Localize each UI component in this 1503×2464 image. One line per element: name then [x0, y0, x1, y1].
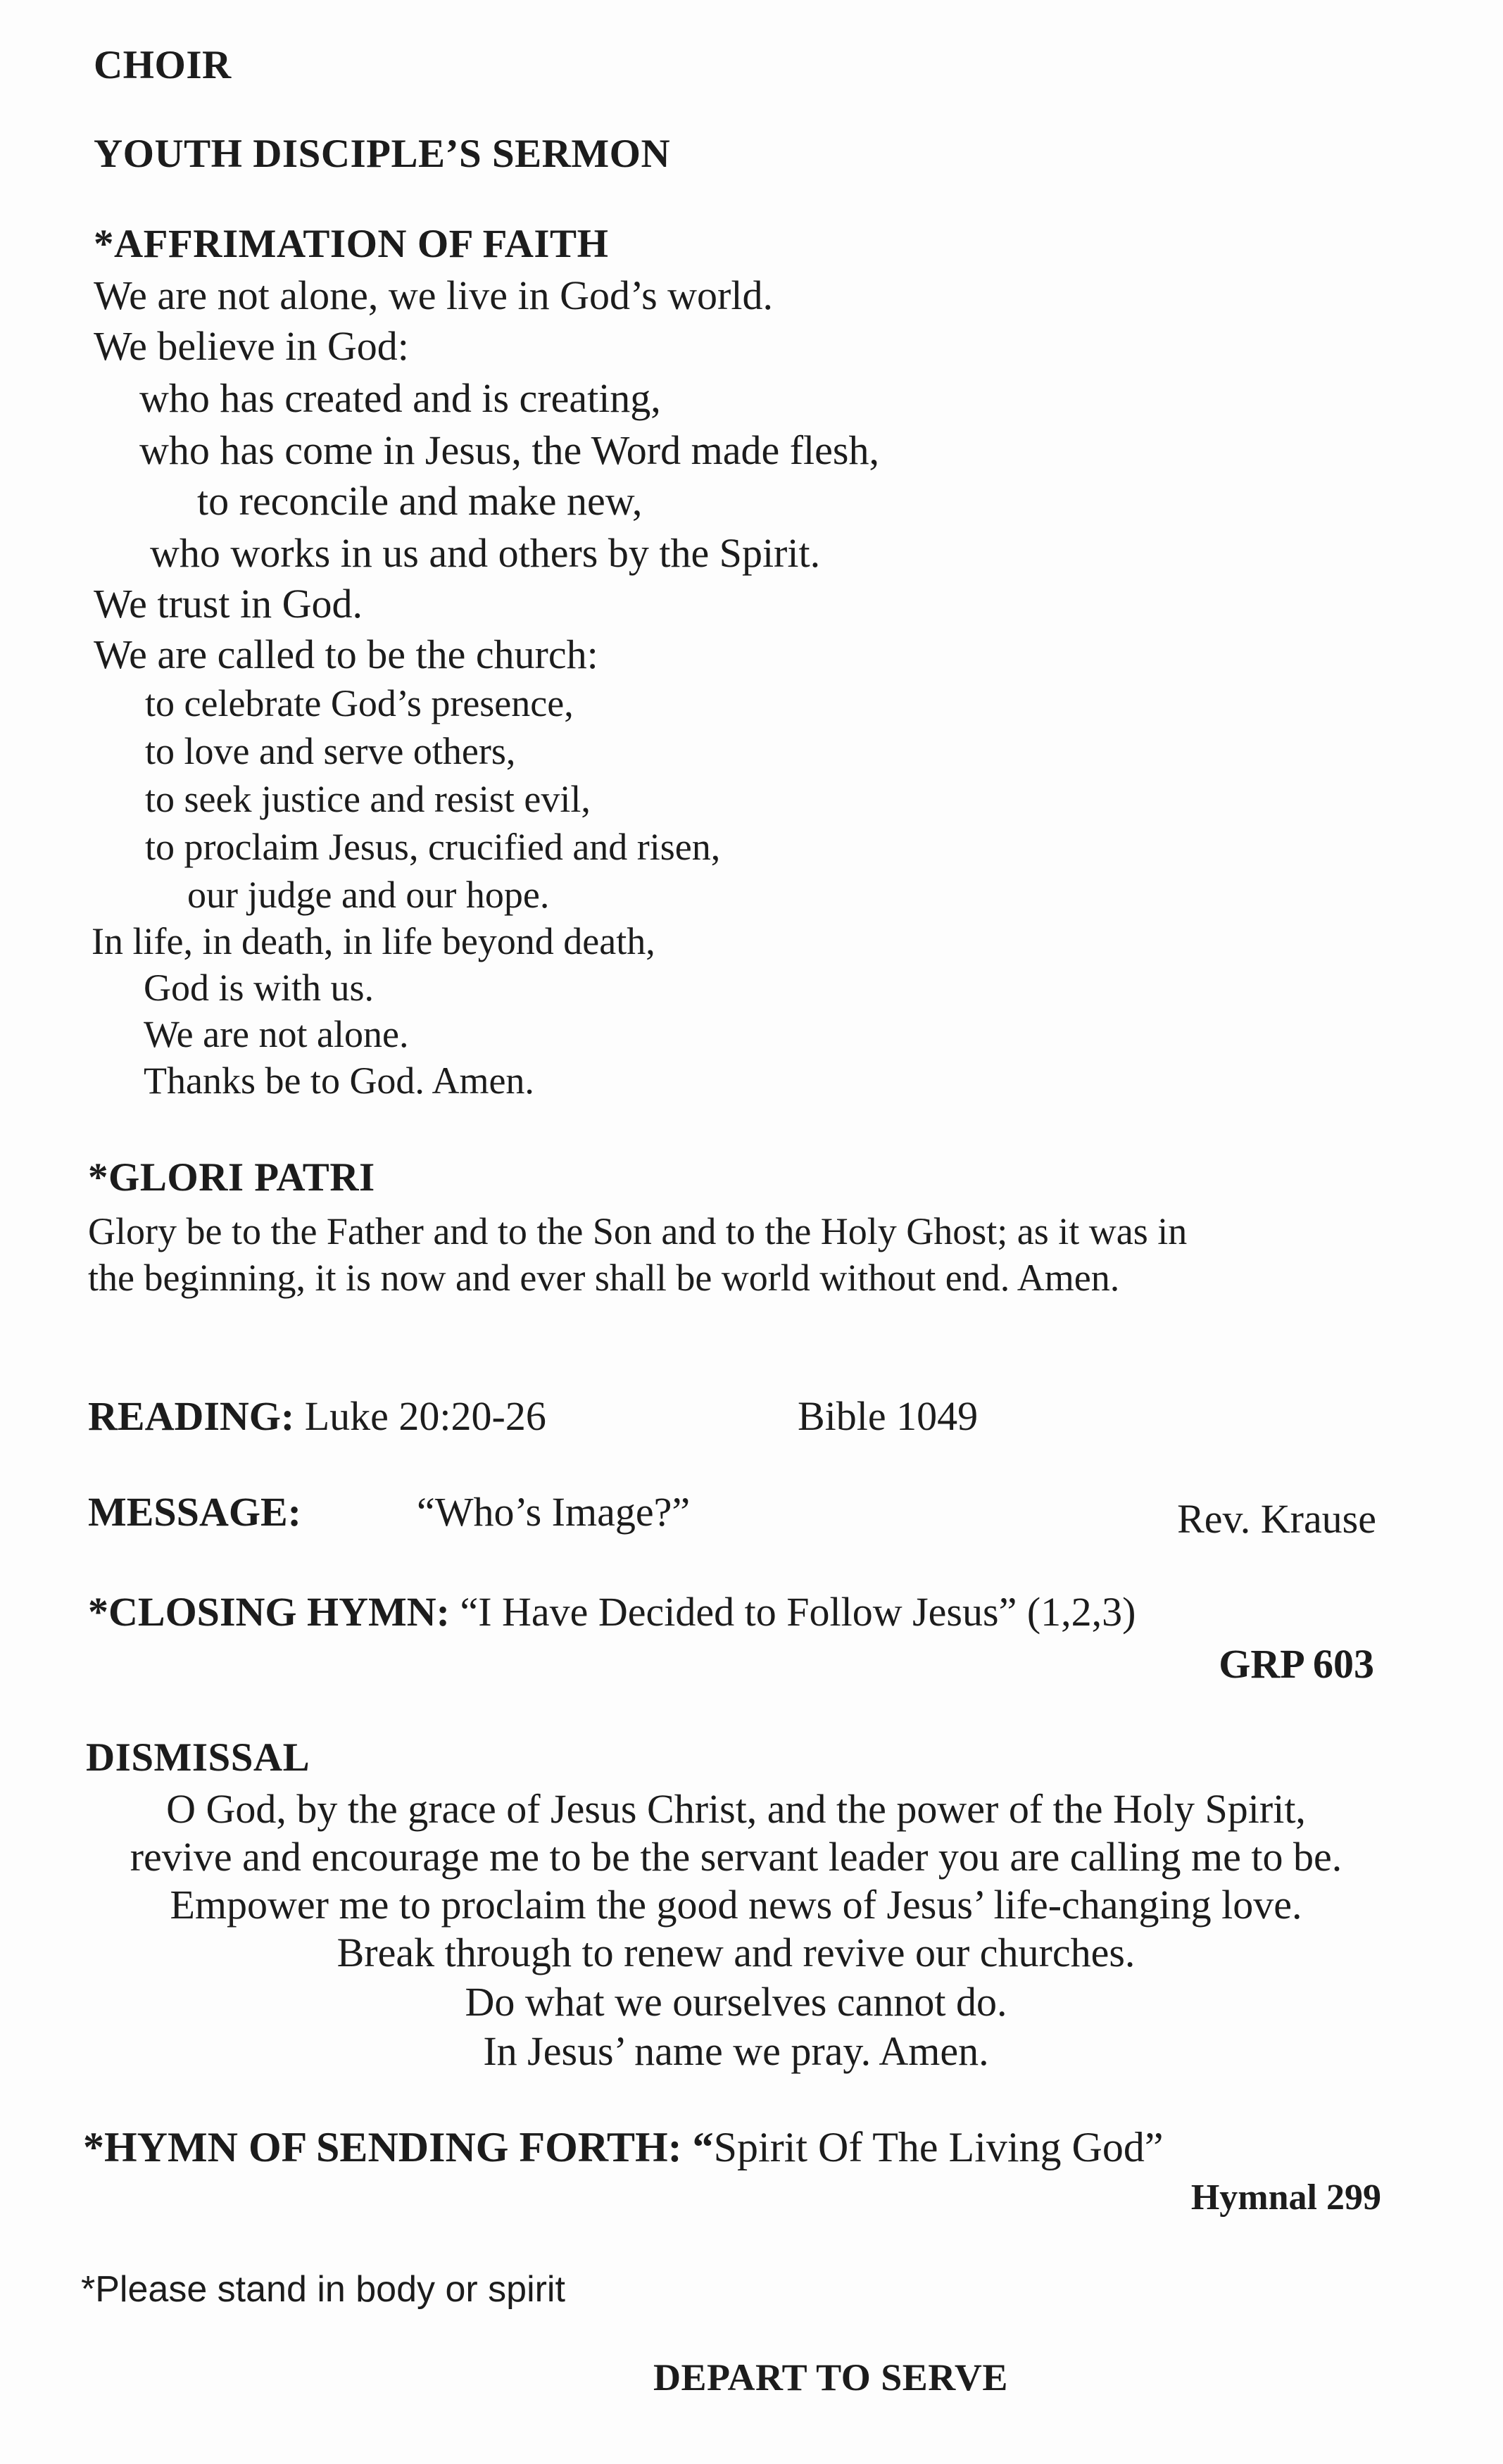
- affirmation-line-10: to love and serve others,: [145, 730, 516, 772]
- affirmation-line-4: who has come in Jesus, the Word made flesh,: [139, 427, 879, 473]
- affirmation-line-6: who works in us and others by the Spirit.: [150, 530, 821, 576]
- choir-heading: CHOIR: [94, 43, 232, 87]
- gloria-line-2: the beginning, it is now and ever shall be world without end. Amen.: [88, 1257, 1120, 1299]
- closing-hymn-label: *CLOSING HYMN:: [88, 1589, 450, 1635]
- reading-line: [88, 1393, 546, 1440]
- affirmation-line-7: We trust in God.: [94, 581, 363, 627]
- reading-text: Luke 20:20-26: [304, 1393, 546, 1439]
- sending-hymn-ref: Hymnal 299: [1190, 2177, 1381, 2218]
- depart-heading: DEPART TO SERVE: [653, 2356, 1008, 2399]
- message-label: MESSAGE:: [88, 1489, 301, 1535]
- affirmation-line-2: We believe in God:: [94, 323, 409, 369]
- closing-hymn-title: “I Have Decided to Follow Jesus” (1,2,3): [460, 1589, 1136, 1635]
- sending-hymn-label: *HYMN OF SENDING FORTH: “: [83, 2124, 714, 2170]
- dismissal-line-4: Break through to renew and revive our churches.: [337, 1930, 1136, 1975]
- affirmation-line-13: our judge and our hope.: [187, 874, 550, 916]
- affirmation-line-17: Thanks be to God. Amen.: [144, 1060, 534, 1102]
- dismissal-line-5: Do what we ourselves cannot do.: [465, 1979, 1007, 2025]
- stand-note: *Please stand in body or spirit: [81, 2269, 565, 2310]
- gloria-line-1: Glory be to the Father and to the Son and to the Holy Ghost; as it was in: [88, 1210, 1188, 1252]
- affirmation-line-3: who has created and is creating,: [139, 375, 661, 421]
- affirmation-line-11: to seek justice and resist evil,: [145, 778, 591, 820]
- affirmation-line-14: In life, in death, in life beyond death,: [92, 920, 655, 962]
- affirmation-heading: *AFFRIMATION OF FAITH: [94, 222, 609, 266]
- message-title: “Who’s Image?”: [417, 1489, 691, 1535]
- dismissal-line-2: revive and encourage me to be the servant leader you are calling me to be.: [130, 1834, 1342, 1880]
- gloria-heading: *GLORI PATRI: [88, 1155, 375, 1200]
- affirmation-line-1: We are not alone, we live in God’s world.: [94, 272, 773, 318]
- dismissal-line-6: In Jesus’ name we pray. Amen.: [483, 2028, 989, 2074]
- dismissal-heading: DISMISSAL: [86, 1735, 310, 1780]
- dismissal-line-3: Empower me to proclaim the good news of Jesus’ life-changing love.: [170, 1882, 1302, 1928]
- affirmation-line-15: God is with us.: [144, 967, 375, 1009]
- dismissal-line-1: O God, by the grace of Jesus Christ, and the power of the Holy Spirit,: [166, 1786, 1306, 1832]
- affirmation-line-5: to reconcile and make new,: [197, 478, 643, 524]
- affirmation-line-8: We are called to be the church:: [94, 631, 598, 677]
- closing-hymn-ref: GRP 603: [1219, 1641, 1374, 1687]
- affirmation-line-16: We are not alone.: [144, 1013, 409, 1055]
- affirmation-line-12: to proclaim Jesus, crucified and risen,: [145, 826, 721, 868]
- closing-hymn-line: [88, 1588, 1136, 1635]
- sending-hymn-title: Spirit Of The Living God”: [713, 2124, 1164, 2170]
- reading-label: READING:: [88, 1393, 295, 1439]
- affirmation-line-9: to celebrate God’s presence,: [145, 682, 574, 724]
- message-speaker: Rev. Krause: [1177, 1496, 1376, 1542]
- sending-hymn-line: [83, 2123, 1164, 2172]
- youth-sermon-heading: YOUTH DISCIPLE’S SERMON: [94, 132, 671, 176]
- reading-ref: Bible 1049: [798, 1393, 979, 1439]
